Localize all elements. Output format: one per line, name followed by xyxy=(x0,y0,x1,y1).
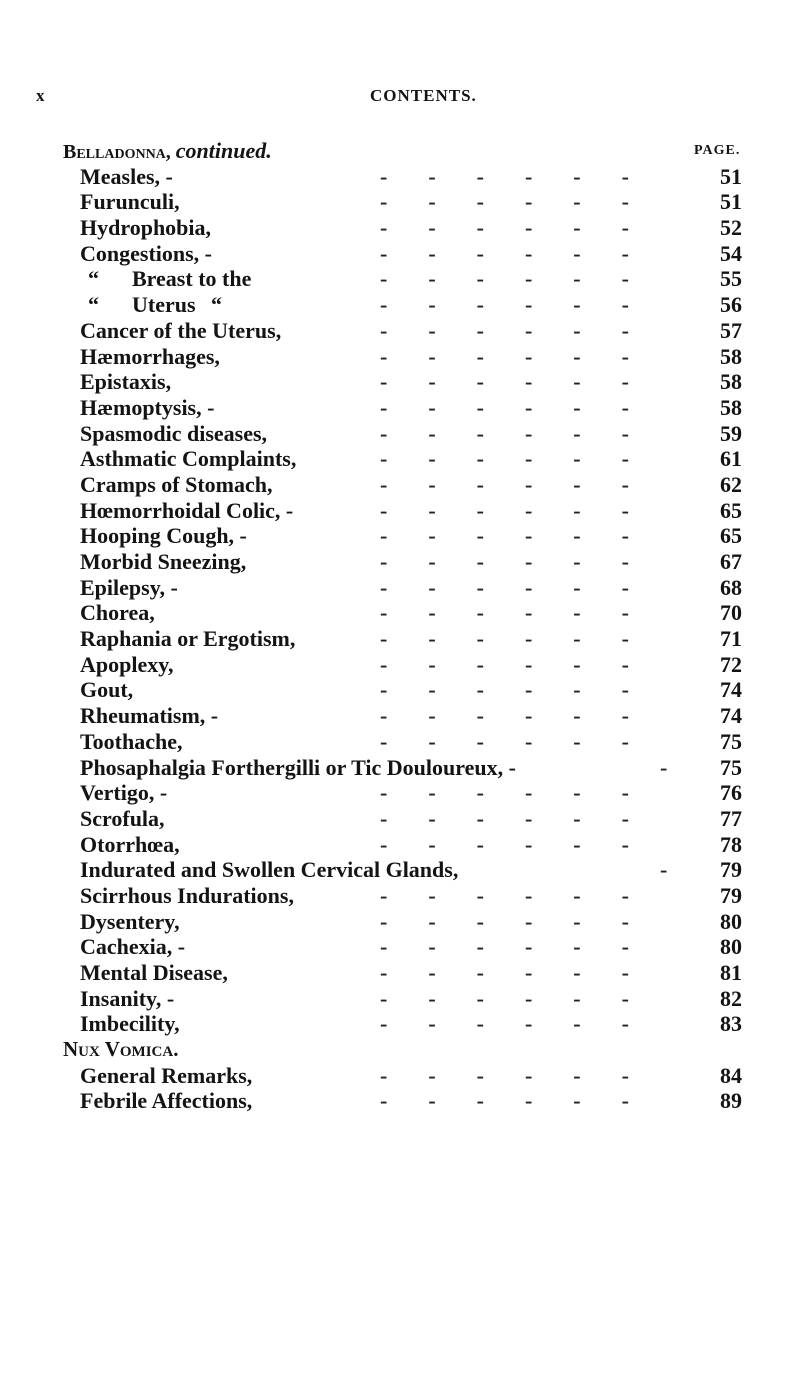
dot-leader: ------ xyxy=(380,497,670,523)
entry-label-text: Scrofula, xyxy=(80,805,165,831)
toc-entry xyxy=(0,498,800,524)
entry-page-number: 79 xyxy=(720,882,742,908)
entry-label xyxy=(88,266,251,292)
entry-label-text: Measles, - xyxy=(80,163,173,189)
dot-leader: ------ xyxy=(380,471,670,497)
toc-entry xyxy=(0,600,800,626)
dot-leader: ------ xyxy=(380,908,670,934)
dot-leader: ------ xyxy=(380,163,670,189)
toc-entry xyxy=(0,755,800,781)
entry-label xyxy=(80,857,458,883)
section-name: Belladonna, xyxy=(63,141,171,163)
dot-leader: ------ xyxy=(380,343,670,369)
toc-entry xyxy=(0,446,800,472)
entry-label-text: Toothache, xyxy=(80,728,183,754)
dot-leader: ------ xyxy=(380,677,670,703)
entry-label xyxy=(80,344,220,370)
entry-label-text: Furunculi, xyxy=(80,189,180,215)
entry-label xyxy=(80,369,171,395)
toc-entry xyxy=(0,806,800,832)
toc-entry xyxy=(0,344,800,370)
entry-label-text: General Remarks, xyxy=(80,1062,253,1088)
toc-entry xyxy=(0,421,800,447)
entry-page-number: 55 xyxy=(720,266,742,292)
entry-label-text: Hæmorrhages, xyxy=(80,343,220,369)
entry-label xyxy=(80,446,296,472)
entry-label-text: Hæmoptysis, - xyxy=(80,394,215,420)
toc-entry xyxy=(0,1011,800,1037)
entry-page-number: 77 xyxy=(720,805,742,831)
entry-label xyxy=(80,575,178,601)
dot-leader: ------ xyxy=(380,1062,670,1088)
dot-leader: ------ xyxy=(380,574,670,600)
toc-entry xyxy=(0,266,800,292)
entry-label-text: Apoplexy, xyxy=(80,651,174,677)
section-heading-row xyxy=(0,1037,800,1063)
toc-entry xyxy=(0,1063,800,1089)
entry-page-number: 52 xyxy=(720,215,742,241)
toc-entry xyxy=(0,986,800,1012)
toc-entry xyxy=(0,369,800,395)
dot-leader: ------ xyxy=(380,215,670,241)
entry-page-number: 57 xyxy=(720,317,742,343)
entry-page-number: 65 xyxy=(720,497,742,523)
dot-leader: ------ xyxy=(380,780,670,806)
entry-page-number: 54 xyxy=(720,240,742,266)
dot-leader: ------ xyxy=(380,651,670,677)
entry-label xyxy=(80,421,267,447)
entry-label-text: Rheumatism, - xyxy=(80,703,219,729)
entry-label xyxy=(80,189,180,215)
toc-entry xyxy=(0,549,800,575)
entry-label xyxy=(80,549,246,575)
dot-leader: ------ xyxy=(380,1011,670,1037)
entry-label-text: Hooping Cough, - xyxy=(80,523,247,549)
dot-leader: ------ xyxy=(380,626,670,652)
dot-leader: ------ xyxy=(380,805,670,831)
page-column-label: PAGE. xyxy=(694,143,741,158)
entry-label-text: Vertigo, - xyxy=(80,780,168,806)
dot-leader: ------ xyxy=(380,240,670,266)
page-header xyxy=(0,86,800,116)
entry-label-text: Epistaxis, xyxy=(80,369,172,395)
section-continued: continued. xyxy=(175,138,272,163)
entry-label xyxy=(80,600,155,626)
entry-label xyxy=(80,677,133,703)
entry-label-text: Uterus xyxy=(132,292,196,318)
entry-label xyxy=(80,729,182,755)
toc-entry xyxy=(0,677,800,703)
toc-entry xyxy=(0,883,800,909)
toc-entry xyxy=(0,703,800,729)
toc-entry xyxy=(0,523,800,549)
dot-leader: - xyxy=(660,857,708,883)
entry-label-text: Febrile Affections, xyxy=(80,1088,253,1114)
toc-entry xyxy=(0,1088,800,1114)
entry-label-text: Hydrophobia, xyxy=(80,215,212,241)
toc-entry xyxy=(0,215,800,241)
section-title: Nux Vomica. xyxy=(63,1037,179,1062)
entry-label xyxy=(80,1088,252,1114)
entry-label xyxy=(80,164,173,190)
entry-label-text: Breast to the xyxy=(132,266,252,292)
entry-label-text: Hœmorrhoidal Colic, - xyxy=(80,497,294,523)
toc-entry xyxy=(0,626,800,652)
entry-label-text: Insanity, - xyxy=(80,985,175,1011)
entry-page-number: 59 xyxy=(720,420,742,446)
dot-leader: - xyxy=(660,754,708,780)
entry-page-number: 84 xyxy=(720,1062,742,1088)
entry-label xyxy=(80,934,185,960)
toc-entry xyxy=(0,164,800,190)
toc-entry xyxy=(0,241,800,267)
entry-page-number: 68 xyxy=(720,574,742,600)
entry-label-text: Cramps of Stomach, xyxy=(80,471,273,497)
toc-entry xyxy=(0,729,800,755)
entry-page-number: 74 xyxy=(720,677,742,703)
toc-entry xyxy=(0,934,800,960)
entry-label-text: Mental Disease, xyxy=(80,960,228,985)
dot-leader: ------ xyxy=(380,369,670,395)
entry-label xyxy=(80,703,218,729)
toc-entry xyxy=(0,395,800,421)
dot-leader: ------ xyxy=(380,189,670,215)
dot-leader: ------ xyxy=(380,394,670,420)
toc-entry xyxy=(0,960,800,986)
entry-label xyxy=(80,755,516,781)
dot-leader: ------ xyxy=(380,446,670,472)
dot-leader: ------ xyxy=(380,882,670,908)
entry-label xyxy=(80,986,174,1012)
entry-page-number: 80 xyxy=(720,908,742,934)
entry-page-number: 76 xyxy=(720,780,742,806)
entry-label-text: Dysentery, xyxy=(80,908,180,934)
dot-leader: ------ xyxy=(380,960,670,985)
toc-entry xyxy=(0,318,800,344)
entry-label xyxy=(80,652,174,678)
entry-label xyxy=(80,806,165,832)
entry-label-text: Congestions, - xyxy=(80,240,213,266)
dot-leader: ------ xyxy=(380,934,670,960)
toc-entry xyxy=(0,292,800,318)
entry-page-number: 74 xyxy=(720,703,742,729)
entry-label-text: Gout, xyxy=(80,677,134,703)
entry-page-number: 58 xyxy=(720,394,742,420)
entry-label xyxy=(80,960,228,986)
entry-page-number: 79 xyxy=(720,857,742,883)
entry-label xyxy=(80,472,273,498)
entry-page-number: 83 xyxy=(720,1011,742,1037)
section-title xyxy=(63,138,272,166)
ditto-mark: “ xyxy=(205,292,223,318)
entry-label-text: Asthmatic Complaints, xyxy=(80,446,297,472)
entry-label-text: Epilepsy, - xyxy=(80,574,178,600)
entry-page-number: 78 xyxy=(720,831,742,857)
entry-page-number: 51 xyxy=(720,163,742,189)
dot-leader: ------ xyxy=(380,1088,670,1114)
entry-label xyxy=(80,215,211,241)
entry-label xyxy=(80,780,167,806)
toc-entry xyxy=(0,909,800,935)
entry-label-text: Otorrhœa, xyxy=(80,831,180,857)
entry-label xyxy=(80,1011,180,1037)
toc-entry xyxy=(0,472,800,498)
dot-leader: ------ xyxy=(380,317,670,343)
entry-label xyxy=(80,1063,252,1089)
dot-leader: ------ xyxy=(380,831,670,857)
entry-page-number: 80 xyxy=(720,934,742,960)
entry-label-text: Spasmodic diseases, xyxy=(80,420,268,446)
dot-leader: ------ xyxy=(380,600,670,626)
entry-label xyxy=(80,241,212,267)
toc-entry xyxy=(0,189,800,215)
page-number: x xyxy=(36,86,45,105)
dot-leader: ------ xyxy=(380,549,670,574)
entry-page-number: 56 xyxy=(720,292,742,318)
entry-page-number: 75 xyxy=(720,754,742,780)
entry-label-text: Scirrhous Indurations, xyxy=(80,882,294,908)
dot-leader: ------ xyxy=(380,985,670,1011)
entry-label-text: Morbid Sneezing, xyxy=(80,549,247,574)
entry-label xyxy=(80,498,293,524)
dot-leader: ------ xyxy=(380,703,670,729)
entry-page-number: 58 xyxy=(720,343,742,369)
entry-page-number: 70 xyxy=(720,600,742,626)
running-head: CONTENTS. xyxy=(370,86,477,105)
dot-leader: ------ xyxy=(380,523,670,549)
toc-entry xyxy=(0,832,800,858)
toc-entry xyxy=(0,780,800,806)
toc-entry xyxy=(0,857,800,883)
dot-leader: ------ xyxy=(380,266,670,292)
dot-leader: ------ xyxy=(380,420,670,446)
entry-label xyxy=(80,523,247,549)
entry-label xyxy=(80,626,295,652)
entry-label xyxy=(88,292,222,318)
section-heading-row xyxy=(0,138,800,164)
entry-label xyxy=(80,318,281,344)
ditto-mark: “ xyxy=(88,292,99,318)
entry-page-number: 61 xyxy=(720,446,742,472)
entry-page-number: 89 xyxy=(720,1088,742,1114)
entry-label-text: Phosaphalgia Forthergilli or Tic Douloureux, - xyxy=(80,754,516,780)
entry-label-text: Cachexia, - xyxy=(80,934,186,960)
entry-page-number: 71 xyxy=(720,626,742,652)
entry-label-text: Imbecility, xyxy=(80,1011,180,1037)
entry-page-number: 82 xyxy=(720,985,742,1011)
entry-page-number: 51 xyxy=(720,189,742,215)
entry-label xyxy=(80,395,214,421)
entry-label-text: Indurated and Swollen Cervical Glands, xyxy=(80,857,459,883)
entry-label-text: Cancer of the Uterus, xyxy=(80,317,282,343)
entry-page-number: 62 xyxy=(720,471,742,497)
entry-label-text: Raphania or Ergotism, xyxy=(80,626,296,652)
ditto-mark: “ xyxy=(88,266,99,292)
entry-label xyxy=(80,909,180,935)
entry-page-number: 65 xyxy=(720,523,742,549)
entry-page-number: 81 xyxy=(720,960,742,985)
entry-label xyxy=(80,832,180,858)
table-of-contents xyxy=(0,138,800,1114)
dot-leader: ------ xyxy=(380,292,670,318)
entry-page-number: 67 xyxy=(720,549,742,574)
toc-entry xyxy=(0,575,800,601)
dot-leader: ------ xyxy=(380,728,670,754)
entry-page-number: 72 xyxy=(720,651,742,677)
entry-label-text: Chorea, xyxy=(80,600,155,626)
entry-page-number: 58 xyxy=(720,369,742,395)
entry-label xyxy=(80,883,294,909)
entry-page-number: 75 xyxy=(720,728,742,754)
toc-entry xyxy=(0,652,800,678)
